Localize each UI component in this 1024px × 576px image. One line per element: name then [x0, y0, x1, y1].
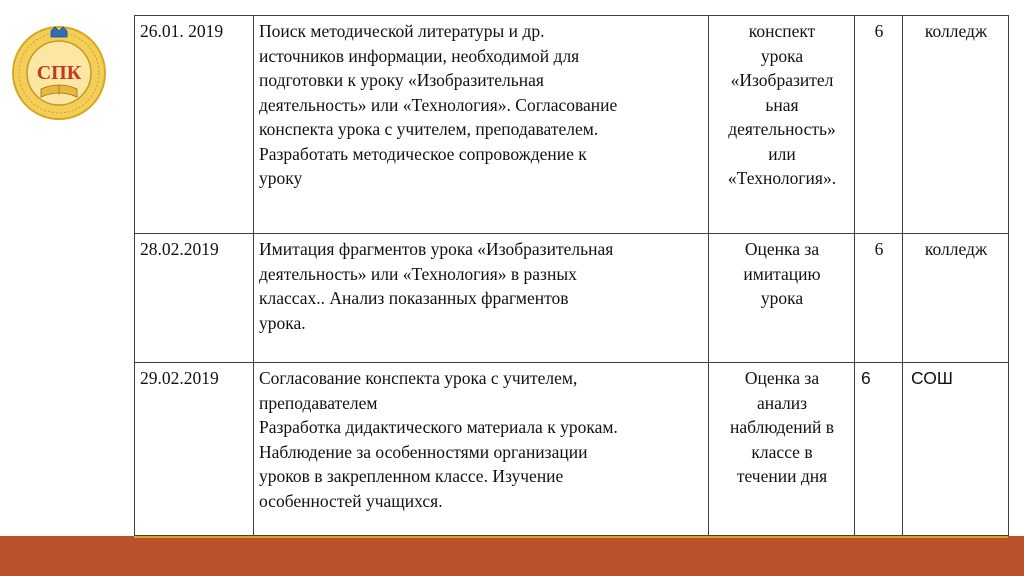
result-line: урока: [760, 288, 804, 308]
footer-accent-line: [134, 536, 1008, 538]
result-line: классе в: [751, 441, 813, 462]
result-line: «Изобразител: [730, 70, 834, 90]
work-line: подготовки к уроку «Изобразительная: [259, 70, 544, 90]
result-line: течении дня: [736, 466, 828, 486]
result-line: конспект: [748, 21, 816, 41]
work-cell: [254, 16, 709, 234]
work-line: Наблюдение за особенностями организации: [259, 441, 588, 462]
work-line: конспекта урока с учителем, преподавателем.: [259, 119, 599, 139]
work-line: уроку: [259, 168, 303, 188]
table-row: [135, 363, 1009, 536]
hours-cell: 6: [855, 234, 903, 363]
result-cell: [709, 363, 855, 536]
date-cell: 29.02.2019: [135, 363, 254, 536]
work-line: особенностей учащихся.: [259, 490, 443, 511]
hours-cell: 6: [855, 16, 903, 234]
result-line: имитацию: [743, 263, 821, 284]
place-cell: колледж: [903, 16, 1009, 234]
work-line: Разработать методическое сопровождение к: [259, 143, 587, 164]
result-line: ьная: [765, 94, 799, 115]
work-line: Согласование конспекта урока с учителем,: [259, 368, 578, 388]
date-cell: 26.01. 2019: [135, 16, 254, 234]
result-line: Оценка за: [744, 239, 820, 259]
college-logo: [11, 25, 107, 121]
result-line: Оценка за: [744, 368, 820, 388]
logo-abbreviation: СПК: [36, 62, 82, 84]
practice-schedule-table: [134, 15, 1009, 536]
place-cell: колледж: [903, 234, 1009, 363]
work-line: классах.. Анализ показанных фрагментов: [259, 288, 569, 308]
table-row: [135, 234, 1009, 363]
result-line: или: [768, 143, 796, 164]
work-line: уроков в закрепленном классе. Изучение: [259, 466, 564, 486]
work-line: Имитация фрагментов урока «Изобразительная: [259, 239, 614, 259]
work-line: Разработка дидактического материала к урокам.: [259, 417, 618, 437]
footer-bar: [0, 536, 1024, 576]
place-cell: СОШ: [903, 363, 1009, 536]
result-line: деятельность»: [728, 119, 836, 139]
work-line: деятельность» или «Технология». Согласование: [259, 94, 618, 115]
work-cell: [254, 363, 709, 536]
table-row: [135, 16, 1009, 234]
work-line: преподавателем: [259, 392, 378, 413]
work-line: урока.: [259, 312, 306, 333]
hours-cell: 6: [855, 363, 903, 536]
work-line: деятельность» или «Технология» в разных: [259, 263, 577, 284]
result-line: наблюдений в: [730, 417, 834, 437]
result-line: анализ: [756, 392, 808, 413]
result-cell: [709, 16, 855, 234]
result-line: «Технология».: [727, 168, 837, 188]
work-line: Поиск методической литературы и др.: [259, 21, 545, 41]
result-cell: [709, 234, 855, 363]
work-line: источников информации, необходимой для: [259, 45, 580, 66]
result-line: урока: [760, 45, 804, 66]
work-cell: [254, 234, 709, 363]
date-cell: 28.02.2019: [135, 234, 254, 363]
